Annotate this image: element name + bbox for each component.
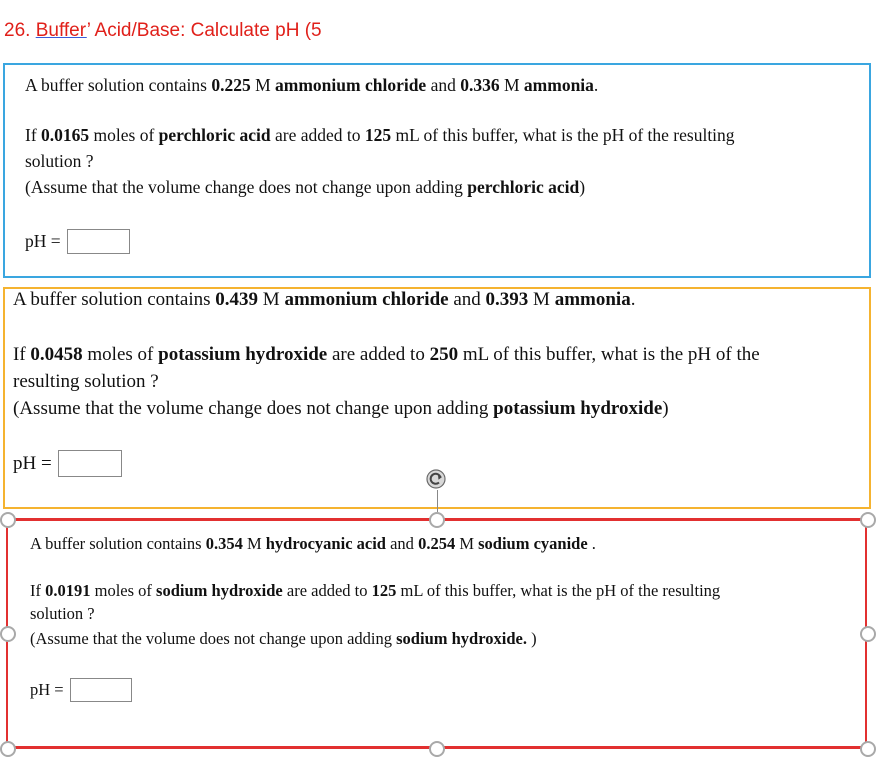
problem-3-line-2: If 0.0191 moles of sodium hydroxide are added to 125 mL of this buffer, what is the pH of the resulting: [30, 581, 721, 600]
resize-handle-bottom-right[interactable]: [860, 741, 876, 757]
problem-3-line-3: solution ?: [30, 604, 95, 623]
resize-handle-top-left[interactable]: [0, 512, 16, 528]
problem-2-answer: [13, 450, 122, 477]
rotate-handle-icon[interactable]: [425, 468, 447, 490]
title-link-buffer[interactable]: Buffer: [35, 20, 87, 41]
ph-input-3[interactable]: [70, 678, 132, 702]
ph-label: pH =: [13, 452, 52, 474]
title-apostrophe: ’: [86, 20, 91, 41]
problem-panel-1: [3, 63, 871, 278]
resize-handle-top-right[interactable]: [860, 512, 876, 528]
problem-1-line-1: A buffer solution contains 0.225 M ammonium chloride and 0.336 M ammonia.: [25, 75, 599, 95]
problem-1-answer: [25, 229, 130, 254]
problem-2-line-4: (Assume that the volume change does not change upon adding potassium hydroxide): [13, 398, 669, 419]
resize-handle-middle-right[interactable]: [860, 626, 876, 642]
title-text: Acid/Base: Calculate pH (5: [94, 20, 322, 41]
resize-handle-top-center[interactable]: [429, 512, 445, 528]
resize-handle-middle-left[interactable]: [0, 626, 16, 642]
ph-label: pH =: [25, 231, 61, 251]
problem-1-line-4: (Assume that the volume change does not change upon adding perchloric acid): [25, 177, 586, 197]
problem-3-answer: [30, 678, 132, 702]
ph-input-1[interactable]: [67, 229, 130, 254]
rotate-stem: [437, 490, 438, 512]
problem-1-line-2: If 0.0165 moles of perchloric acid are added to 125 mL of this buffer, what is the pH of the resulting: [25, 125, 735, 145]
problem-2-line-1: A buffer solution contains 0.439 M ammonium chloride and 0.393 M ammonia.: [13, 289, 636, 310]
resize-handle-bottom-center[interactable]: [429, 741, 445, 757]
problem-panel-3[interactable]: [6, 518, 867, 749]
resize-handle-bottom-left[interactable]: [0, 741, 16, 757]
ph-label: pH =: [30, 680, 64, 699]
problem-2-line-2: If 0.0458 moles of potassium hydroxide are added to 250 mL of this buffer, what is the pH of the: [13, 344, 760, 365]
question-title: [4, 20, 322, 42]
problem-3-line-4: (Assume that the volume does not change upon adding sodium hydroxide. ): [30, 629, 537, 648]
problem-1-line-3: solution ?: [25, 151, 94, 171]
problem-3-line-1: A buffer solution contains 0.354 M hydrocyanic acid and 0.254 M sodium cyanide .: [30, 534, 596, 553]
ph-input-2[interactable]: [58, 450, 122, 477]
problem-2-line-3: resulting solution ?: [13, 371, 159, 392]
question-number: 26.: [4, 20, 31, 41]
